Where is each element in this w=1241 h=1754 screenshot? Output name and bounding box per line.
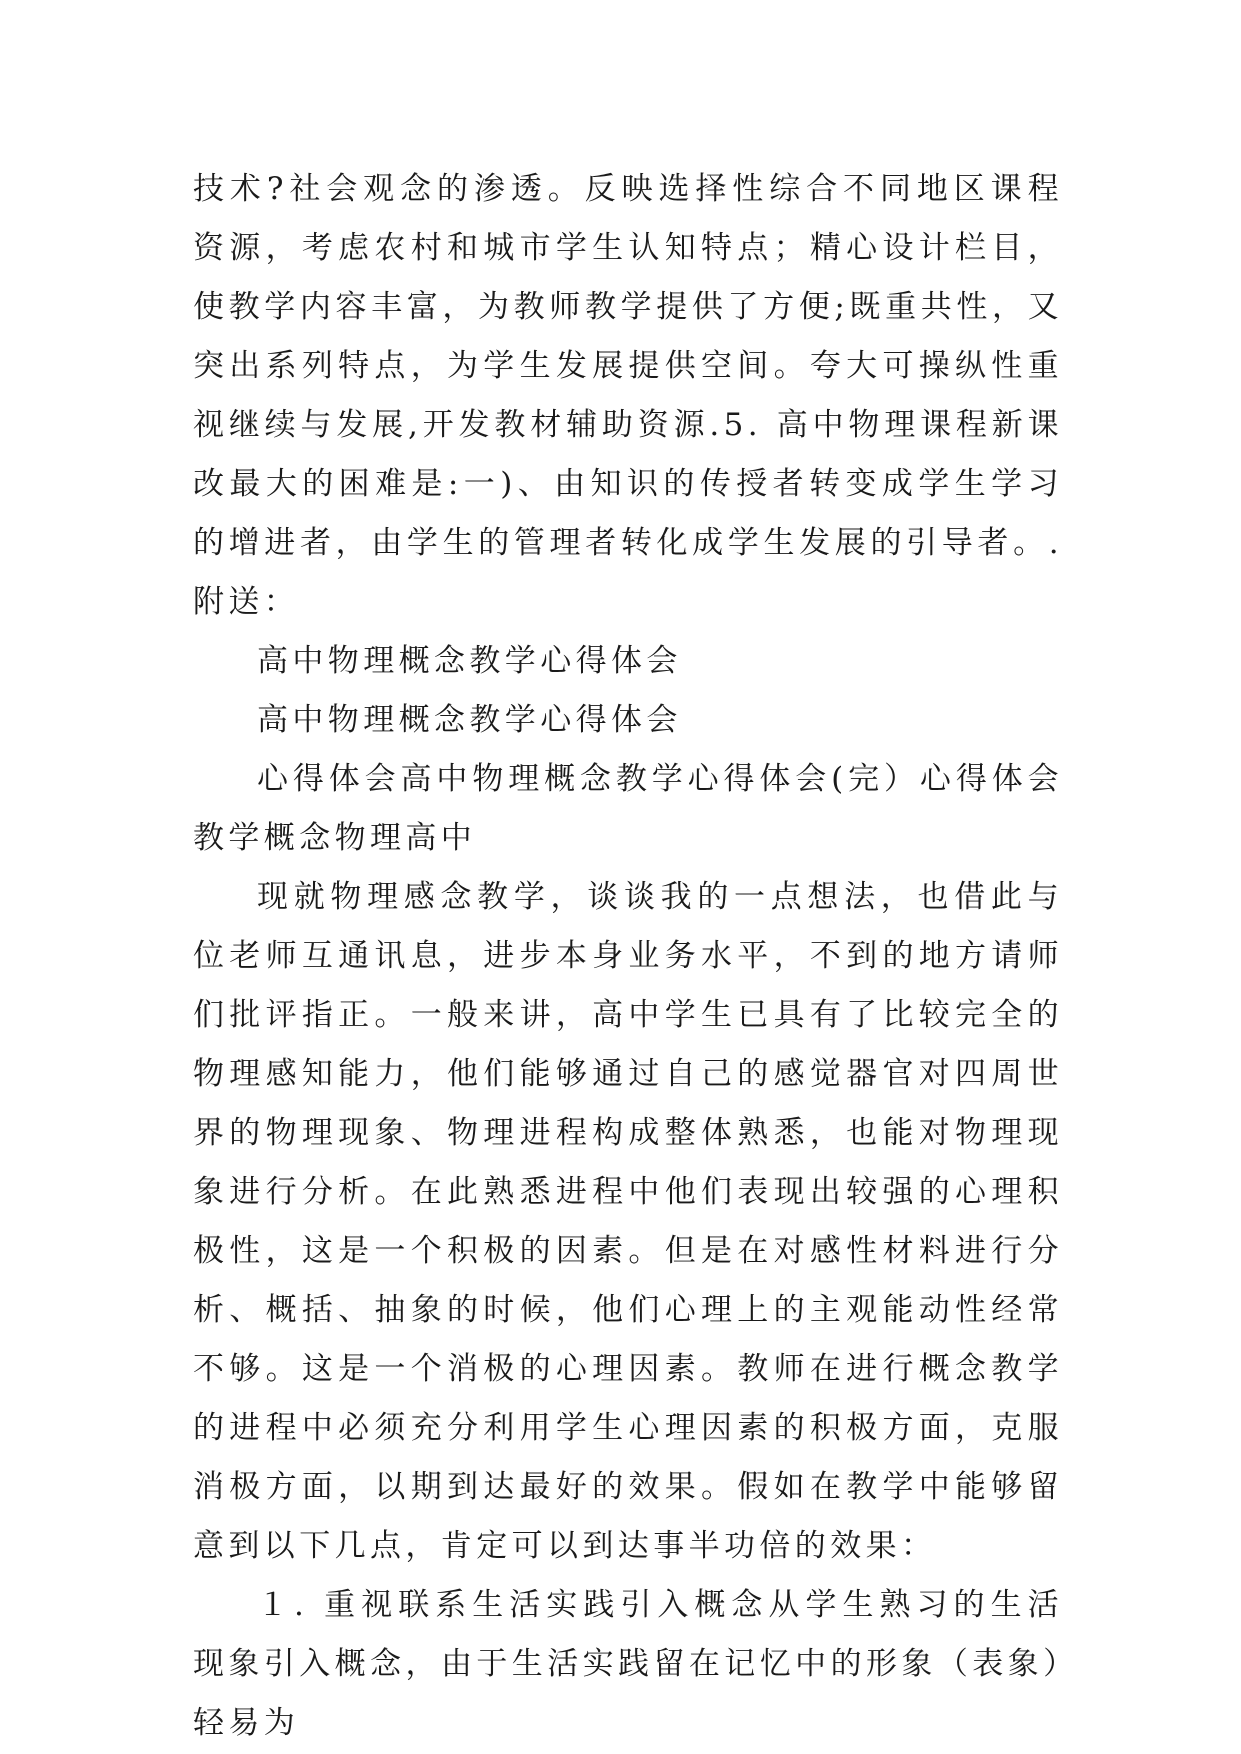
paragraph-continuation: 技术?社会观念的渗透。反映选择性综合不同地区课程资源，考虑农村和城市学生认知特点；精心设计栏目，使教学内容丰富，为教师教学提供了方便;既重共性，又突出系列特点，为学生发展提供空间。夸大可操纵性重视继续与发展,开发教材辅助资源.5. 高中物理课程新课改最大的困难是:一)、由知识的传授者转变成学生学习的增进者，由学生的管理者转化成学生发展的引导者。.附送：: [193, 171, 1063, 620]
paragraph-heading-2: 高中物理概念教学心得体会: [257, 702, 682, 738]
paragraph-body: 现就物理感念教学，谈谈我的一点想法，也借此与位老师互通讯息，进步本身业务水平，不到的地方请师们批评指正。一般来讲，高中学生已具有了比较完全的物理感知能力，他们能够通过自己的感觉器官对四周世界的物理现象、物理进程构成整体熟悉，也能对物理现象进行分析。在此熟悉进程中他们表现出较强的心理积极性，这是一个积极的因素。但是在对感性材料进行分析、概括、抽象的时候，他们心理上的主观能动性经常不够。这是一个消极的心理因素。教师在进行概念教学的进程中必须充分利用学生心理因素的积极方面，克服消极方面，以期到达最好的效果。假如在教学中能够留意到以下几点，肯定可以到达事半功倍的效果：: [193, 879, 1063, 1564]
document-body: [193, 160, 1063, 1753]
paragraph-point-1: １. 重视联系生活实践引入概念从学生熟习的生活现象引入概念，由于生活实践留在记忆中的形象（表象）轻易为: [193, 1587, 1063, 1741]
paragraph-heading-1: 高中物理概念教学心得体会: [257, 643, 682, 679]
paragraph-keywords: 心得体会高中物理概念教学心得体会(完）心得体会教学概念物理高中: [193, 761, 1063, 856]
